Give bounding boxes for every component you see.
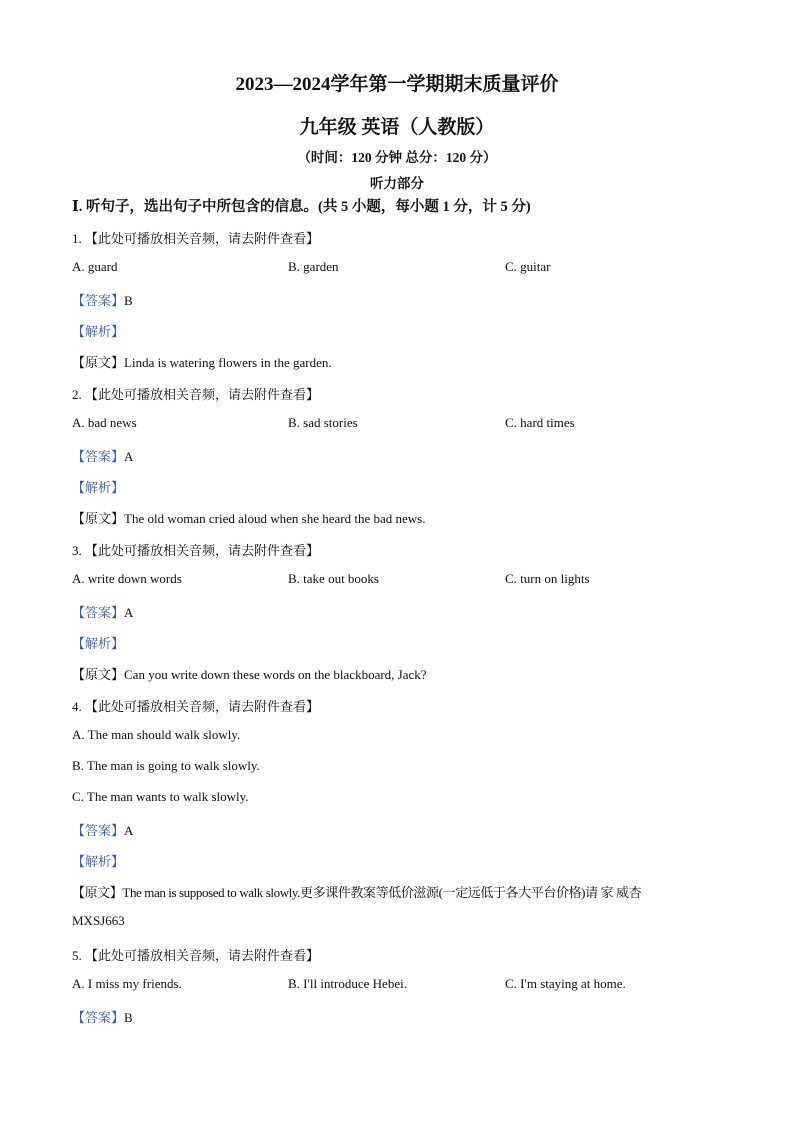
answer-value: B: [124, 293, 133, 308]
answer-line: [72, 1007, 133, 1026]
answer-value: A: [124, 823, 134, 838]
analysis-label: 【解析】: [72, 324, 125, 339]
original-label: 【原文】: [72, 511, 125, 526]
answer-label: 【答案】: [72, 1010, 125, 1025]
option-c: C. turn on lights: [505, 571, 590, 586]
original-line: [72, 664, 427, 683]
analysis-label: 【解析】: [72, 854, 125, 869]
answer-line: [72, 820, 133, 839]
answer-line: [72, 602, 133, 621]
original-line: [72, 352, 332, 371]
option-b: B. take out books: [288, 571, 379, 586]
option-a: A. guard: [72, 259, 118, 274]
original-text: Linda is watering flowers in the garden.: [124, 355, 332, 370]
question-prompt: 3. 【此处可播放相关音频，请去附件查看】: [72, 543, 320, 558]
option-c: C. The man wants to walk slowly.: [72, 789, 249, 804]
original-line: [72, 508, 425, 527]
exam-subtitle: 九年级 英语（人教版）: [299, 117, 495, 138]
option-a: A. I miss my friends.: [72, 976, 182, 991]
original-text: The old woman cried aloud when she heard the bad news.: [124, 511, 426, 526]
exam-title: 2023—2024学年第一学期期末质量评价: [235, 74, 559, 95]
option-a: A. bad news: [72, 415, 137, 430]
answer-label: 【答案】: [72, 293, 125, 308]
original-label: 【原文】: [72, 885, 123, 900]
question-prompt: 2. 【此处可播放相关音频，请去附件查看】: [72, 387, 320, 402]
answer-label: 【答案】: [72, 449, 125, 464]
time-info: （时间：120 分钟 总分：120 分）: [297, 150, 497, 165]
answer-label: 【答案】: [72, 823, 125, 838]
question-prompt: 1. 【此处可播放相关音频，请去附件查看】: [72, 231, 320, 246]
option-c: C. hard times: [505, 415, 575, 430]
original-label: 【原文】: [72, 667, 125, 682]
option-b: B. I'll introduce Hebei.: [288, 976, 407, 991]
part-label: 听力部分: [370, 176, 424, 191]
option-b: B. sad stories: [288, 415, 358, 430]
analysis-label: 【解析】: [72, 636, 125, 651]
question-prompt: 4. 【此处可播放相关音频，请去附件查看】: [72, 699, 320, 714]
answer-value: B: [124, 1010, 133, 1025]
answer-line: [72, 446, 133, 465]
answer-value: A: [124, 605, 134, 620]
option-a: A. write down words: [72, 571, 182, 586]
option-b: B. garden: [288, 259, 339, 274]
option-a: A. The man should walk slowly.: [72, 727, 241, 742]
option-c: C. I'm staying at home.: [505, 976, 626, 991]
original-text: The man is supposed to walk slowly.更多课件教案等低价滋源(一定远低于各大平台价格)请 家 威杏: [122, 885, 642, 900]
original-text-cont: MXSJ663: [72, 913, 125, 928]
answer-label: 【答案】: [72, 605, 125, 620]
question-prompt: 5. 【此处可播放相关音频，请去附件查看】: [72, 948, 320, 963]
original-text: Can you write down these words on the blackboard, Jack?: [124, 667, 427, 682]
option-b: B. The man is going to walk slowly.: [72, 758, 260, 773]
option-c: C. guitar: [505, 259, 551, 274]
original-label: 【原文】: [72, 355, 125, 370]
section-heading: Ⅰ. 听句子，选出句子中所包含的信息。(共 5 小题，每小题 1 分，计 5 分): [72, 199, 531, 215]
original-line: [72, 882, 641, 901]
answer-line: [72, 290, 133, 309]
analysis-label: 【解析】: [72, 480, 125, 495]
answer-value: A: [124, 449, 134, 464]
